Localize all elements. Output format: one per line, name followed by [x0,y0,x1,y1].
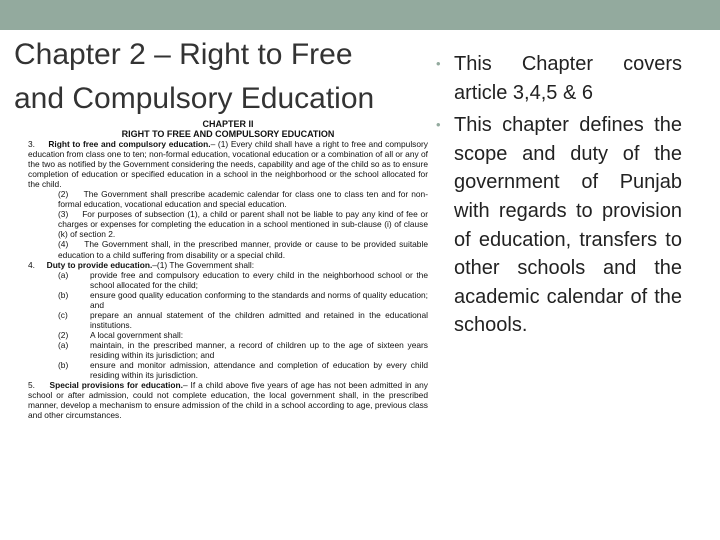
item-text: provide free and compulsory education to every child in the neighborhood school or the school allocated for the child; [90,269,428,290]
bullet-icon: • [436,56,441,71]
bullet-item-2 [436,111,682,340]
section-4-2-items [28,340,428,380]
section-3-4-number: (4) [58,239,69,250]
item-text: prepare an annual statement of the children admitted and retained in the educational institutions. [90,309,428,330]
section-4-text: –(1) The Government shall: [152,259,255,270]
chapter-subheading: RIGHT TO FREE AND COMPULSORY EDUCATION [121,129,335,139]
item-label: (c) [58,309,68,320]
section-4 [28,260,428,270]
top-accent-bar [0,0,720,30]
list-item [58,290,428,310]
chapter-heading: CHAPTER II [202,119,254,129]
list-item [58,340,428,360]
item-label: (a) [58,339,69,350]
section-4-2-number: (2) [58,329,69,340]
item-label: (b) [58,289,69,300]
slide-title-line-2: and Compulsory Education [14,82,375,115]
slide-title [14,33,424,121]
section-5-text: – If a child above five years of age has not been admitted in any school or after admission, could not complete education, the local government shall, in the prescribed manner, develop a mechanism to ensure admission of the child in a school according to age, previous class and other circumstances. [28,380,428,421]
item-text: ensure and monitor admission, attendance and completion of education by every child residing within its jurisdiction. [90,360,428,381]
section-4-number: 4. [28,259,35,270]
section-3-3 [28,209,428,239]
section-4-2-text: A local government shall: [90,329,184,340]
bullet-icon: • [436,117,441,133]
section-3 [28,139,428,189]
section-3-4 [28,239,428,259]
item-text: ensure good quality education conforming to the standards and norms of quality education; and [90,289,428,310]
section-5 [28,380,428,420]
section-3-2 [28,189,428,209]
section-3-3-number: (3) [58,209,69,220]
section-5-title: Special provisions for education. [49,380,183,391]
list-item [58,360,428,380]
list-item [58,270,428,290]
item-label: (a) [58,269,69,280]
bullet-list [436,50,682,340]
section-5-number: 5. [28,380,35,391]
section-3-4-text: The Government shall, in the prescribed manner, provide or cause to be provided suitable education to a child suffering from disability or a special child. [58,239,428,260]
section-3-number: 3. [28,139,35,149]
bullet-text-1: This Chapter covers article 3,4,5 & 6 [454,53,682,104]
bullet-item-1 [436,50,682,107]
bullet-text-2: This chapter defines the scope and duty of the government of Punjab with regards to provision of education, transfers to other schools and the academic calendar of the schools. [454,114,682,337]
section-3-title: Right to free and compulsory education. [48,139,211,149]
item-label: (b) [58,360,69,371]
section-3-2-number: (2) [58,189,69,200]
section-3-text: – (1) Every child shall have a right to free and compulsory education from class one to ten; non-formal education, vocational education or a combination of all or any of the two as notified by the Government considering the needs, capability and age of the child so as to ensure completion of education or specified education in a school in the neighborhood or the school allocated for the child. [28,139,428,190]
section-3-3-text: For purposes of subsection (1), a child or parent shall not be liable to pay any kind of fee or charges or expenses for completing the education in a school mentioned in sub-clause (i) of clause (k) of section 2. [58,209,428,240]
item-text: maintain, in the prescribed manner, a record of children up to the age of sixteen years residing within its jurisdiction; and [90,339,428,360]
slide-title-line-1: Chapter 2 – Right to Free [14,38,353,71]
scanned-law-excerpt [28,119,428,515]
section-4-1-items [28,270,428,330]
section-4-2 [28,330,428,340]
section-3-2-text: The Government shall prescribe academic calendar for class one to class ten and for non-formal education, vocational education and special education. [58,189,428,210]
section-4-title: Duty to provide education. [46,259,153,270]
list-item [58,310,428,330]
